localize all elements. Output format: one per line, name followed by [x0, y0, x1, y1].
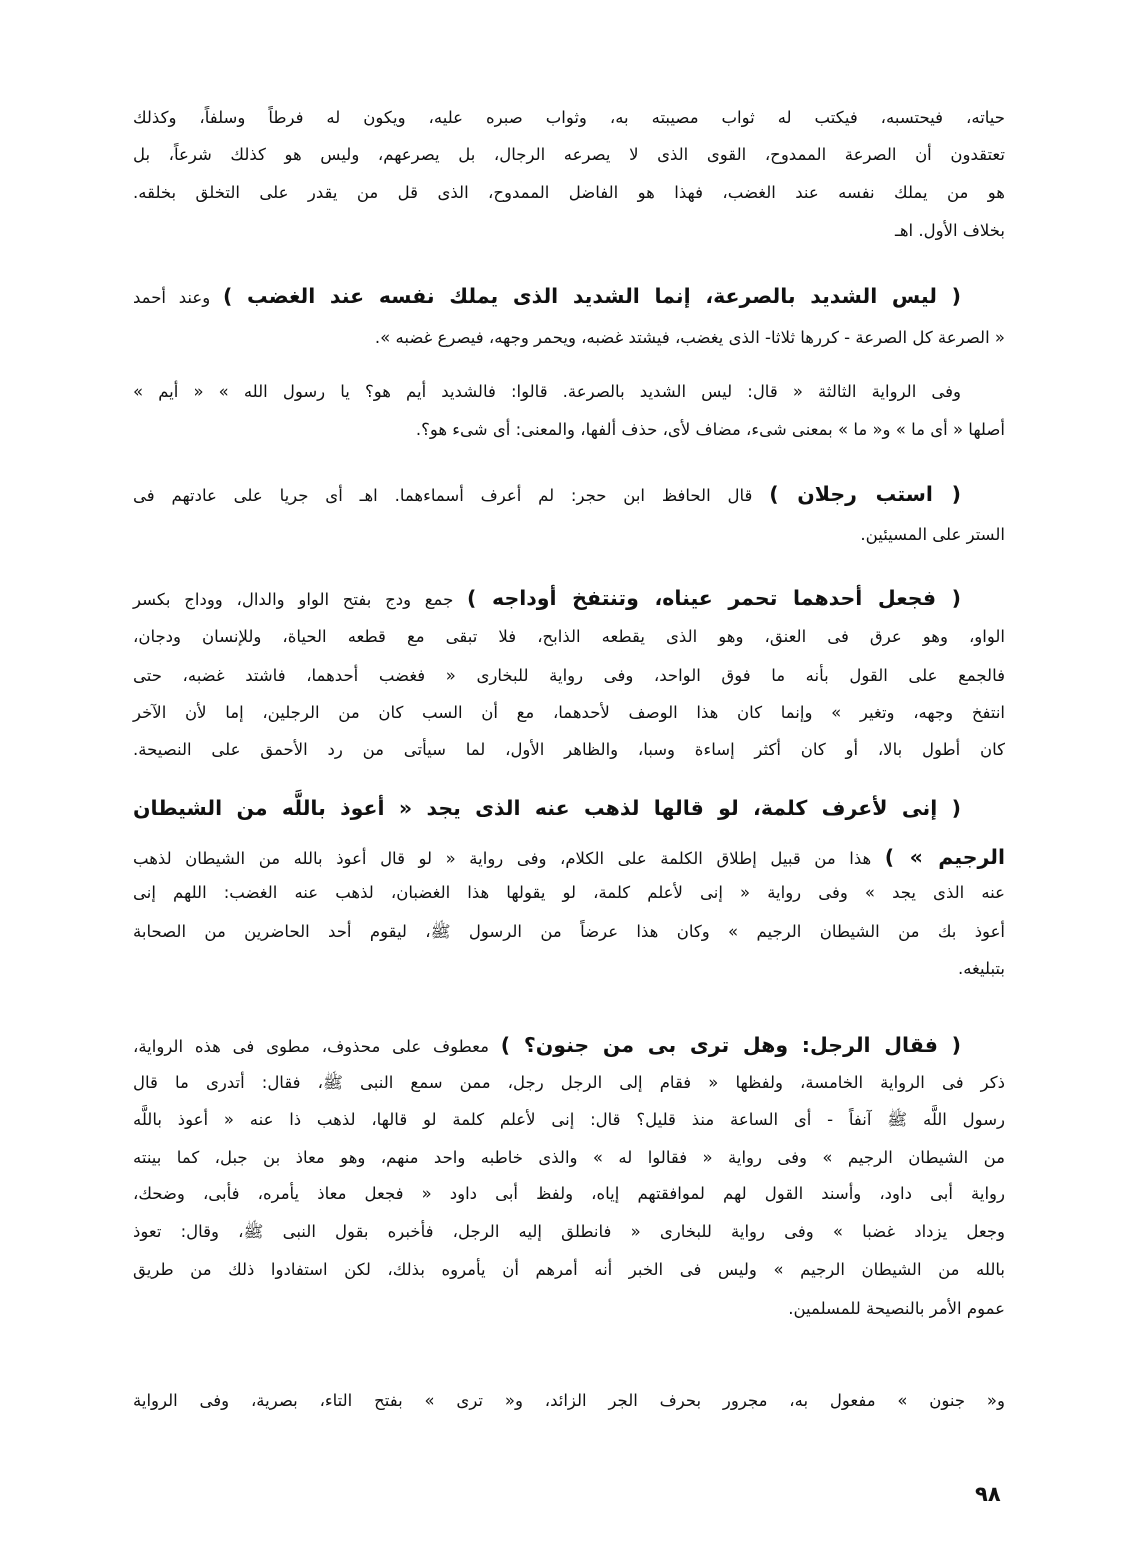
commentary-text: تعتقدون أن الصرعة الممدوح، القوى الذى لا يصرعه الرجال، بل يصرعهم، وليس هو كذلك شرعاً، بل [133, 145, 1005, 164]
paragraph-3-line [133, 377, 961, 407]
commentary-text: هذا من قبيل إطلاق الكلمة على الكلام، وفى رواية « لو قال أعوذ بالله من الشيطان لذهب [133, 849, 885, 868]
commentary-text: جمع ودج بفتح الواو والدال، ووداج بكسر [133, 590, 468, 609]
commentary-text: رسول اللَّه ﷺ آنفاً - أى الساعة منذ قليل؟ قال: إنى لأعلم كلمة لو قالها، لذهب ذا عنه « أعوذ باللَّه [133, 1110, 1005, 1129]
commentary-text: بخلاف الأول. اهـ [895, 221, 1005, 240]
paragraph-6-line [133, 793, 961, 823]
commentary-text: فالجمع على القول بأنه ما فوق الواحد، وفى رواية للبخارى « فغضب أحدهما، فاشتد غضبه، حتى [133, 666, 1005, 685]
paragraph-8-line [133, 1386, 1005, 1416]
paragraph-7-line [133, 1143, 1005, 1173]
commentary-text: عموم الأمر بالنصيحة للمسلمين. [788, 1299, 1005, 1318]
commentary-text: انتفخ وجهه، وتغير » وإنما كان هذا الوصف لأحدهما، مع أن السب كان من الرجلين، إما لأن الآخر [133, 703, 1005, 722]
commentary-text: أعوذ بك من الشيطان الرجيم » وكان هذا عرضاً من الرسول ﷺ، ليقوم أحد الحاضرين من الصحابة [133, 922, 1005, 941]
paragraph-6-line [133, 917, 1005, 947]
commentary-text: وجعل يزداد غضبا » وفى رواية للبخارى « فانطلق إليه الرجل، فأخبره بقول النبى ﷺ، وقال: تعوذ [133, 1222, 1005, 1241]
paragraph-1-line [133, 216, 1005, 246]
paragraph-5-line [133, 583, 961, 613]
paragraph-2-line [133, 281, 961, 311]
paragraph-2-line [133, 323, 1005, 353]
commentary-text: رواية أبى داود، وأسند القول لهم لموافقتهم إياه، ولفظ أبى داود « فجعل معاذ يأمره، فأبى، وضحك، [133, 1184, 1005, 1203]
paragraph-4-line [133, 479, 961, 509]
commentary-text: الستر على المسيئين. [860, 525, 1005, 544]
commentary-text: هو من يملك نفسه عند الغضب، فهذا هو الفاضل الممدوح، الذى قل من يقدر على التخلق بخلقه. [133, 183, 1005, 202]
commentary-text: حياته، فيحتسبه، فيكتب له ثواب مصيبته به، وثواب صبره عليه، ويكون له فرطاً وسلفاً، وكذلك [133, 108, 1005, 127]
hadith-quote-heading: الرجيم » ) [884, 845, 1005, 869]
paragraph-1-line [133, 140, 1005, 170]
commentary-text: « الصرعة كل الصرعة - كررها ثلاثا- الذى يغضب، فيشتد غضبه، ويحمر وجهه، فيصرع غضبه ». [374, 328, 1005, 347]
paragraph-7-line [133, 1294, 1005, 1324]
page-number: ٩٨ [975, 1482, 1001, 1506]
paragraph-7-line [133, 1030, 961, 1060]
commentary-text: كان أطول بالا، أو كان أكثر إساءة وسبا، والظاهر الأول، لما سيأتى من رد الأحمق على النصيحة. [133, 740, 1005, 759]
commentary-text: و« جنون » مفعول به، مجرور بحرف الجر الزائد، و« ترى » بفتح التاء، بصرية، وفى الرواية [133, 1391, 1005, 1410]
commentary-text: الواو، وهو عرق فى العنق، وهو الذى يقطعه الذابح، فلا تبقى مع قطعه الحياة، وللإنسان ودجان، [133, 627, 1005, 646]
paragraph-6-line [133, 878, 1005, 908]
paragraph-6-line [133, 842, 1005, 872]
paragraph-3-line [133, 415, 1005, 445]
paragraph-7-line [133, 1068, 1005, 1098]
commentary-text: قال الحافظ ابن حجر: لم أعرف أسماءهما. اهـ أى جريا على عادتهم فى [133, 486, 770, 505]
paragraph-4-line [133, 520, 1005, 550]
hadith-quote-heading: ( إنى لأعرف كلمة، لو قالها لذهب عنه الذى يجد « أعوذ باللَّه من الشيطان [133, 796, 961, 820]
paragraph-5-line [133, 735, 1005, 765]
commentary-text: بالله من الشيطان الرجيم » وليس فى الخبر أنه أمرهم أن يأمروه بذلك، لكن استفادوا ذلك من طريق [133, 1260, 1005, 1279]
paragraph-7-line [133, 1255, 1005, 1285]
commentary-text: ذكر فى الرواية الخامسة، ولفظها « فقام إلى الرجل رجل، ممن سمع النبى ﷺ، فقال: أتدرى ما قال [133, 1073, 1005, 1092]
commentary-text: وفى الرواية الثالثة « قال: ليس الشديد بالصرعة. قالوا: فالشديد أيم هو؟ يا رسول الله » « أيم » [133, 382, 961, 401]
paragraph-1-line [133, 103, 1005, 133]
hadith-quote-heading: ( ليس الشديد بالصرعة، إنما الشديد الذى يملك نفسه عند الغضب ) [223, 284, 961, 308]
commentary-text: عنه الذى يجد » وفى رواية « إنى لأعلم كلمة، لو يقولها هذا الغضبان، لذهب عنه الغضب: اللهم إنى [133, 883, 1005, 902]
commentary-text: أصلها « أى ما » و« ما » بمعنى شىء، مضاف لأى، حذف ألفها، والمعنى: أى شىء هو؟. [415, 420, 1005, 439]
hadith-quote-heading: ( فجعل أحدهما تحمر عيناه، وتنتفخ أوداجه ) [467, 586, 961, 610]
paragraph-7-line [133, 1217, 1005, 1247]
paragraph-1-line [133, 178, 1005, 208]
commentary-text: معطوف على محذوف، مطوى فى هذه الرواية، [133, 1037, 501, 1056]
paragraph-5-line [133, 698, 1005, 728]
hadith-quote-heading: ( استب رجلان ) [769, 482, 961, 506]
paragraph-6-line [133, 954, 1005, 984]
paragraph-5-line [133, 661, 1005, 691]
paragraph-7-line [133, 1179, 1005, 1209]
paragraph-5-line [133, 622, 1005, 652]
commentary-text: وعند أحمد [133, 288, 224, 307]
commentary-text: بتبليغه. [957, 959, 1005, 978]
paragraph-7-line [133, 1105, 1005, 1135]
commentary-text: من الشيطان الرجيم » وفى رواية « فقالوا له » والذى خاطبه واحد منهم، وهو معاذ بن جبل، كما بينته [133, 1148, 1005, 1167]
hadith-quote-heading: ( فقال الرجل: وهل ترى بى من جنون؟ ) [500, 1033, 961, 1057]
